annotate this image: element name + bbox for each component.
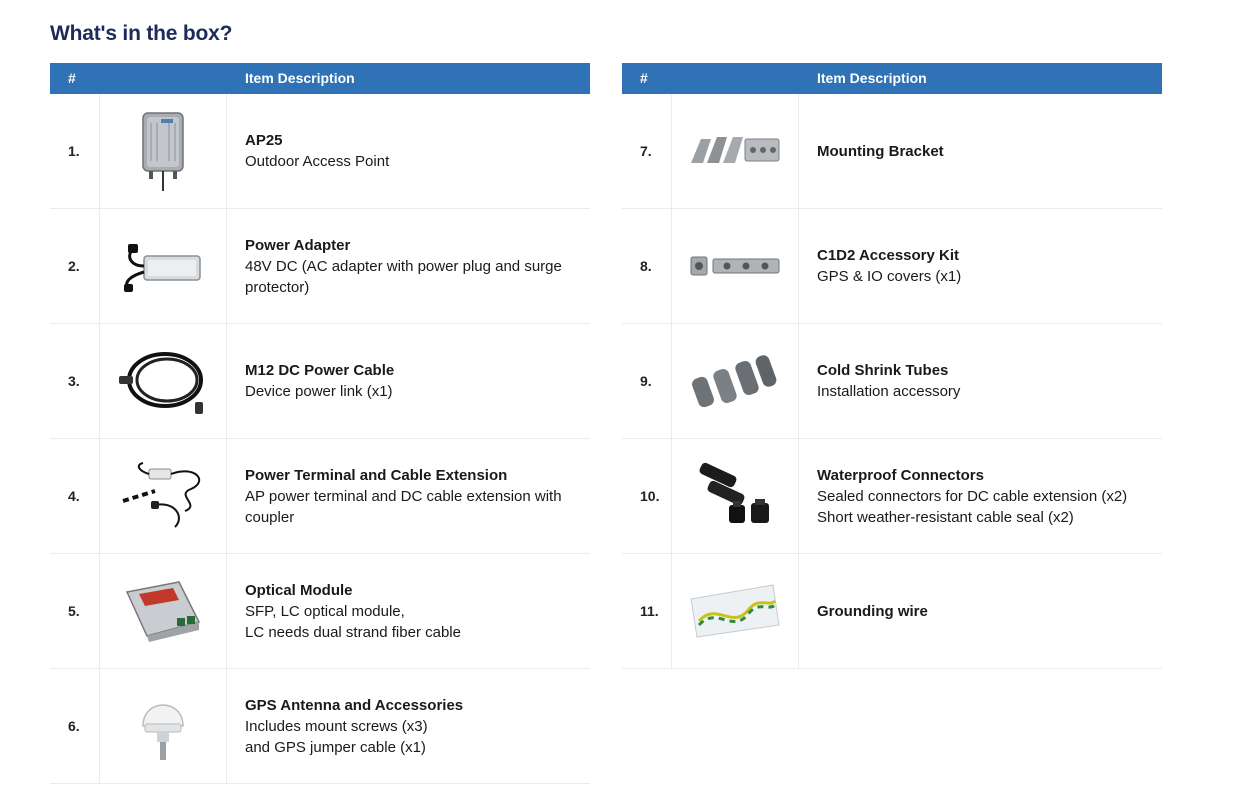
- item-number: 3.: [50, 324, 100, 438]
- item-description: Sealed connectors for DC cable extension (x2) Short weather-resistant cable seal (x2): [817, 487, 1128, 526]
- item-description: Device power link (x1): [245, 383, 393, 400]
- item-title: Cold Shrink Tubes: [817, 362, 949, 379]
- item-number: 1.: [50, 94, 100, 208]
- item-description: Includes mount screws (x3) and GPS jumper cable (x1): [245, 717, 428, 756]
- header-number: #: [68, 70, 76, 86]
- table-row: [50, 209, 590, 324]
- header-number: #: [640, 70, 648, 86]
- gps-antenna-icon: [133, 688, 193, 764]
- item-description: 48V DC (AC adapter with power plug and surge protector): [245, 257, 562, 296]
- item-number: 5.: [50, 554, 100, 668]
- item-description: GPS & IO covers (x1): [817, 268, 962, 285]
- item-description: Installation accessory: [817, 383, 961, 400]
- power-adapter-icon: [118, 236, 208, 296]
- item-title: AP25: [245, 132, 283, 149]
- page-title: What's in the box?: [50, 22, 233, 45]
- item-title: M12 DC Power Cable: [245, 362, 395, 379]
- item-title: Waterproof Connectors: [817, 466, 984, 484]
- item-title: Mounting Bracket: [817, 142, 944, 160]
- table-row: [50, 554, 590, 669]
- mounting-bracket-icon: [687, 129, 783, 173]
- item-number: 6.: [50, 669, 100, 783]
- item-description: AP power terminal and DC cable extension with coupler: [245, 487, 562, 526]
- item-number: 7.: [622, 94, 672, 208]
- item-title: Optical Module: [245, 581, 353, 599]
- table-row: [622, 94, 1162, 209]
- item-title: Power Adapter: [245, 236, 351, 254]
- table-row: [50, 439, 590, 554]
- shrink-tubes-icon: [689, 351, 781, 411]
- waterproof-connectors-icon: [693, 461, 777, 531]
- header-description: Item Description: [817, 70, 927, 86]
- item-number: 8.: [622, 209, 672, 323]
- table-header: [622, 63, 1162, 94]
- items-table-left: [50, 63, 590, 784]
- item-title: Power Terminal and Cable Extension: [245, 466, 508, 484]
- header-description: Item Description: [245, 70, 355, 86]
- optical-module-icon: [121, 576, 205, 646]
- table-row: [622, 554, 1162, 669]
- table-row: [622, 439, 1162, 554]
- accessory-kit-icon: [687, 251, 783, 281]
- item-title: GPS Antenna and Accessories: [245, 696, 464, 714]
- item-description: SFP, LC optical module, LC needs dual strand fiber cable: [245, 602, 461, 641]
- item-number: 10.: [622, 439, 672, 553]
- item-number: 11.: [622, 554, 672, 668]
- power-cable-icon: [115, 346, 211, 416]
- access-point-icon: [133, 109, 193, 193]
- item-title: Grounding wire: [817, 602, 928, 620]
- item-title: C1D2 Accessory Kit: [817, 247, 960, 264]
- grounding-wire-icon: [687, 581, 783, 641]
- item-number: 2.: [50, 209, 100, 323]
- items-table-right: [622, 63, 1162, 669]
- item-number: 9.: [622, 324, 672, 438]
- table-row: [50, 669, 590, 784]
- table-row: [622, 209, 1162, 324]
- table-row: [50, 324, 590, 439]
- item-number: 4.: [50, 439, 100, 553]
- table-header: [50, 63, 590, 94]
- table-row: [622, 324, 1162, 439]
- table-row: [50, 94, 590, 209]
- item-description: Outdoor Access Point: [245, 153, 390, 170]
- cable-extension-icon: [115, 461, 211, 531]
